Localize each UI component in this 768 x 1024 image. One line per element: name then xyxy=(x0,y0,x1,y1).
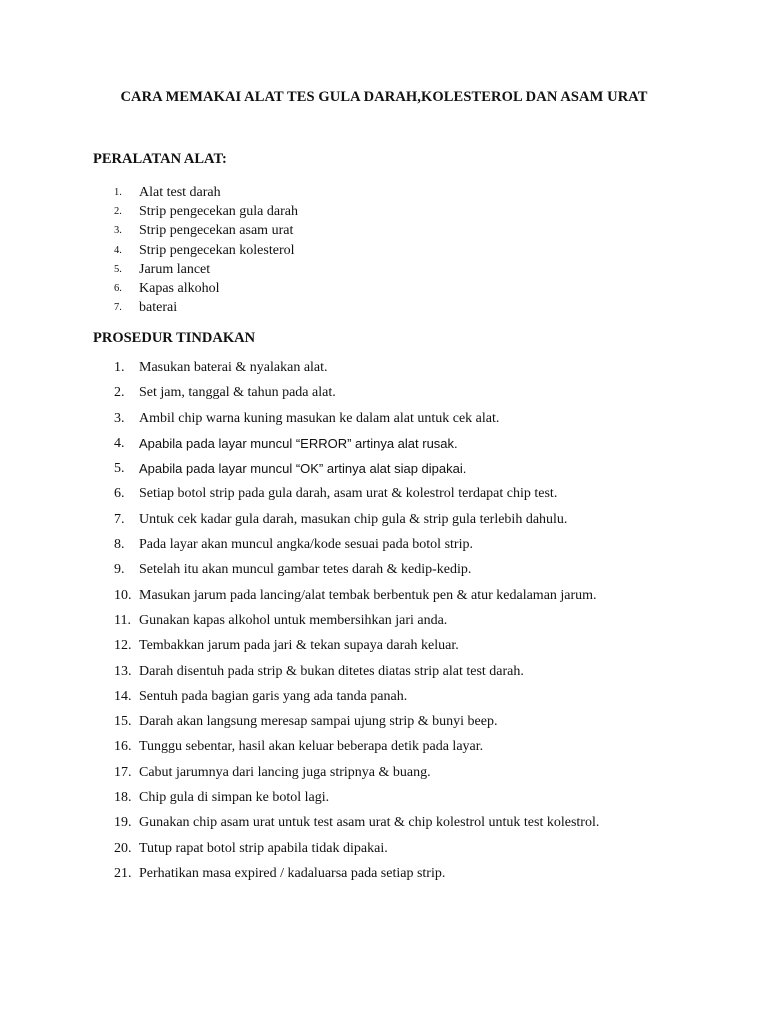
procedure-heading: PROSEDUR TINDAKAN xyxy=(93,330,256,346)
procedure-item-text: Set jam, tanggal & tahun pada alat. xyxy=(139,385,336,401)
procedure-item-number: 17. xyxy=(114,764,132,780)
procedure-item-number: 8. xyxy=(114,537,125,553)
equipment-heading: PERALATAN ALAT: xyxy=(93,151,227,167)
procedure-item-number: 9. xyxy=(114,562,125,578)
procedure-item-number: 1. xyxy=(114,360,125,375)
procedure-item-number: 11. xyxy=(114,612,131,628)
procedure-item-text: Apabila pada layar muncul “OK” artinya alat siap dipakai. xyxy=(139,461,467,477)
procedure-item-number: 2. xyxy=(114,385,125,401)
equipment-item-number: 1. xyxy=(114,187,122,198)
procedure-item-text: Tutup rapat botol strip apabila tidak dipakai. xyxy=(139,840,388,856)
procedure-item-number: 10. xyxy=(114,587,132,603)
equipment-item-text: Strip pengecekan kolesterol xyxy=(139,242,295,258)
equipment-item-text: Alat test darah xyxy=(139,185,221,200)
equipment-item-number: 2. xyxy=(114,206,122,218)
procedure-item-text: Tunggu sebentar, hasil akan keluar beberapa detik pada layar. xyxy=(139,739,484,755)
procedure-item-text: Gunakan kapas alkohol untuk membersihkan jari anda. xyxy=(139,612,448,628)
procedure-item-number: 5. xyxy=(114,461,125,477)
procedure-item-text: Darah disentuh pada strip & bukan ditetes diatas strip alat test darah. xyxy=(139,663,524,679)
procedure-item-text: Apabila pada layar muncul “ERROR” artinya alat rusak. xyxy=(139,435,458,451)
equipment-item-number: 5. xyxy=(114,263,122,275)
equipment-item-number: 6. xyxy=(114,282,122,294)
procedure-item-text: Untuk cek kadar gula darah, masukan chip gula & strip gula terlebih dahulu. xyxy=(139,511,568,527)
equipment-item-number: 7. xyxy=(114,302,122,314)
equipment-item-text: baterai xyxy=(139,300,178,316)
procedure-item-text: Tembakkan jarum pada jari & tekan supaya darah keluar. xyxy=(139,638,459,654)
procedure-item-number: 13. xyxy=(114,663,132,679)
procedure-item-number: 18. xyxy=(114,790,132,806)
procedure-item-number: 19. xyxy=(114,815,132,831)
equipment-item-text: Strip pengecekan asam urat xyxy=(139,223,294,239)
procedure-item-text: Sentuh pada bagian garis yang ada tanda panah. xyxy=(139,688,408,704)
document-title: CARA MEMAKAI ALAT TES GULA DARAH,KOLESTEROL DAN ASAM URAT xyxy=(120,89,648,105)
procedure-item-number: 14. xyxy=(114,688,132,704)
procedure-item-text: Perhatikan masa expired / kadaluarsa pada setiap strip. xyxy=(139,865,446,881)
procedure-item-text: Gunakan chip asam urat untuk test asam urat & chip kolestrol untuk test kolestrol. xyxy=(139,815,600,831)
procedure-item-number: 12. xyxy=(114,638,132,654)
procedure-item-text: Setelah itu akan muncul gambar tetes darah & kedip-kedip. xyxy=(139,562,472,578)
procedure-item-number: 6. xyxy=(114,486,125,502)
procedure-item-text: Setiap botol strip pada gula darah, asam urat & kolestrol terdapat chip test. xyxy=(139,486,558,502)
procedure-item-text: Pada layar akan muncul angka/kode sesuai pada botol strip. xyxy=(139,537,473,553)
equipment-item-number: 3. xyxy=(114,225,122,237)
procedure-item-text: Cabut jarumnya dari lancing juga stripnya & buang. xyxy=(139,764,431,780)
equipment-item-text: Kapas alkohol xyxy=(139,280,220,296)
procedure-item-text: Masukan jarum pada lancing/alat tembak berbentuk pen & atur kedalaman jarum. xyxy=(139,587,597,603)
equipment-item-number: 4. xyxy=(114,244,122,256)
procedure-item-number: 20. xyxy=(114,840,132,856)
equipment-item-text: Strip pengecekan gula darah xyxy=(139,204,298,220)
procedure-item-text: Masukan baterai & nyalakan alat. xyxy=(139,360,328,375)
procedure-item-number: 7. xyxy=(114,511,125,527)
procedure-item-number: 15. xyxy=(114,714,132,730)
procedure-item-text: Ambil chip warna kuning masukan ke dalam alat untuk cek alat. xyxy=(139,410,500,426)
procedure-item-text: Chip gula di simpan ke botol lagi. xyxy=(139,790,330,806)
procedure-item-number: 3. xyxy=(114,410,125,426)
procedure-item-number: 16. xyxy=(114,739,132,755)
procedure-item-number: 21. xyxy=(114,865,132,881)
procedure-item-text: Darah akan langsung meresap sampai ujung strip & bunyi beep. xyxy=(139,714,498,730)
procedure-item-number: 4. xyxy=(114,435,125,451)
equipment-item-text: Jarum lancet xyxy=(139,261,211,277)
